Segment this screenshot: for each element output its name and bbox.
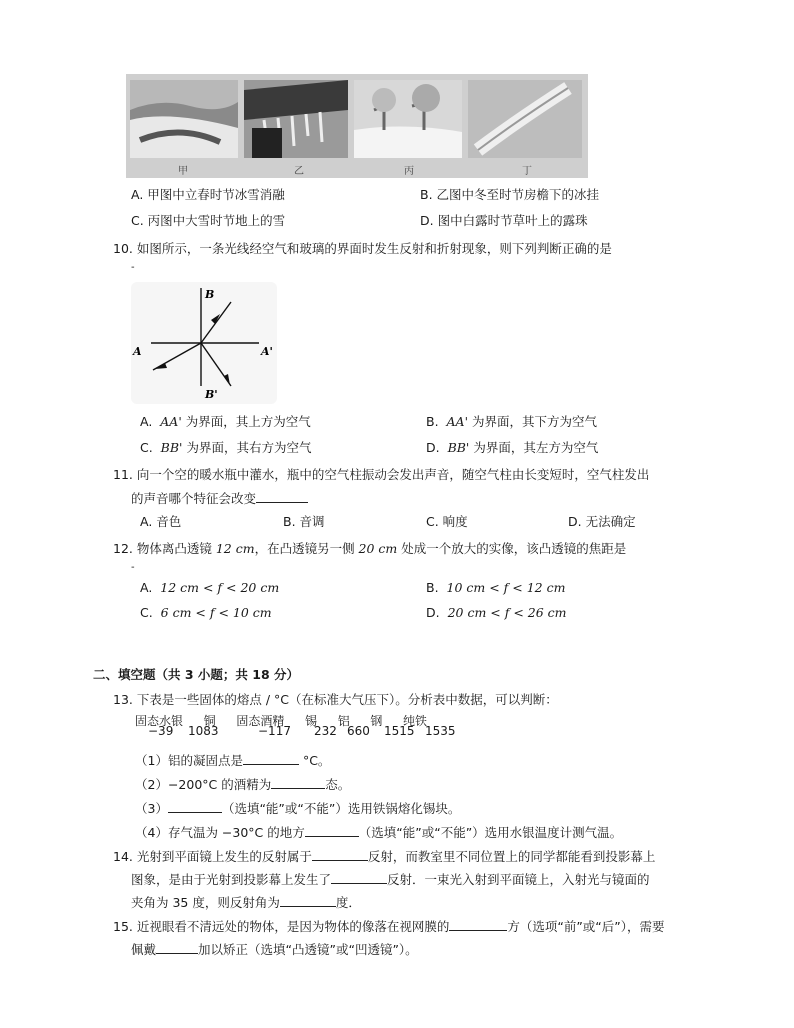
q14-line2: 图象，是由于光射到投影幕上发生了 反射．一束光入射到平面镜上，入射光与镜面的: [131, 872, 650, 887]
label-b-prime: B': [205, 388, 218, 401]
q10-option-d: D. BB' 为界面，其左方为空气: [426, 440, 599, 455]
q14-line3: 夹角为 35 度，则反射角为 度．: [131, 895, 361, 910]
td-iron: 1535: [425, 724, 456, 738]
photo-jia: [130, 80, 238, 158]
photo-ding: [468, 80, 582, 158]
q11-line1: 11. 向一个空的暖水瓶中灌水，瓶中的空气柱振动会发出声音，随空气柱由长变短时，空气柱发出: [113, 467, 650, 482]
td-alcohol: −117: [258, 724, 291, 738]
caption-bing: 丙: [404, 166, 414, 177]
q11-line2: 的声音哪个特征会改变: [131, 489, 308, 507]
ray-diagram-svg: [131, 282, 277, 404]
th-iron: 纯铁: [403, 714, 428, 728]
td-aluminum: 660: [347, 724, 370, 738]
q11-blank: [256, 490, 308, 503]
q13-stem: 13. 下表是一些固体的熔点 / °C（在标准大气压下）。分析表中数据，可以判断：: [113, 692, 558, 707]
q12-stem: 12. 物体离凸透镜 12 cm，在凸透镜另一侧 20 cm 处成一个放大的实像，该凸透镜的焦距是: [113, 541, 627, 556]
q15-line2: 佩戴 加以矫正（选填“凸透镜”或“凹透镜”）。: [131, 942, 418, 957]
q9-option-c: C. 丙图中大雪时节地上的雪: [131, 213, 286, 228]
td-copper: 1083: [188, 724, 219, 738]
q12-option-c: C. 6 cm < f < 10 cm: [140, 605, 272, 620]
caption-jia: 甲: [178, 166, 188, 177]
label-a: A: [133, 345, 142, 358]
td-steel: 1515: [384, 724, 415, 738]
q13-part4: （4）存气温为 −30°C 的地方 （选填“能”或“不能”）选用水银温度计测气温。: [135, 825, 623, 840]
q12-dash: -: [131, 562, 135, 573]
q11-option-d: D. 无法确定: [568, 514, 636, 529]
q10-option-c: C. BB' 为界面，其右方为空气: [140, 440, 312, 455]
td-mercury: −39: [148, 724, 174, 738]
q12-option-d: D. 20 cm < f < 26 cm: [426, 605, 567, 620]
season-photo-strip: [126, 74, 588, 178]
q13-part3: （3） （选填“能”或“不能”）选用铁锅熔化锡块。: [135, 801, 461, 816]
q13-part2: （2）−200°C 的酒精为 态。: [135, 777, 351, 792]
th-mercury: 固态水银: [135, 714, 184, 728]
th-aluminum: 铝: [337, 714, 350, 728]
q12-option-b: B. 10 cm < f < 12 cm: [426, 580, 566, 595]
label-a-prime: A': [261, 345, 273, 358]
q12-option-a: A. 12 cm < f < 20 cm: [140, 580, 280, 595]
th-tin: 锡: [305, 714, 318, 728]
q10-dash: -: [131, 262, 135, 273]
melting-table-values: [0, 724, 794, 740]
q11-option-b: B. 音调: [283, 514, 325, 529]
td-tin: 232: [314, 724, 337, 738]
section-2-title: 二、填空题（共 3 小题；共 18 分）: [93, 667, 300, 682]
photo-yi: [244, 80, 348, 158]
q11-option-a: A. 音色: [140, 514, 182, 529]
q10-option-b: B. AA' 为界面，其下方为空气: [426, 414, 597, 429]
reflection-diagram: [131, 282, 277, 404]
th-alcohol: 固态酒精: [236, 714, 285, 728]
q10-stem: 10. 如图所示，一条光线经空气和玻璃的界面时发生反射和折射现象，则下列判断正确的是: [113, 241, 612, 256]
q13-part1: （1）铝的凝固点是 °C。: [135, 753, 331, 768]
q9-option-a: A. 甲图中立春时节冰雪消融: [131, 187, 285, 202]
q10-option-a: A. AA' 为界面，其上方为空气: [140, 414, 311, 429]
label-b: B: [205, 288, 215, 301]
q11-option-c: C. 响度: [426, 514, 468, 529]
q9-option-d: D. 图中白露时节草叶上的露珠: [420, 213, 588, 228]
th-copper: 铜: [203, 714, 216, 728]
photo-bing: [354, 80, 462, 158]
th-steel: 钢: [370, 714, 383, 728]
caption-ding: 丁: [522, 166, 532, 177]
caption-yi: 乙: [294, 166, 304, 177]
q14-line1: 14. 光射到平面镜上发生的反射属于 反射，而教室里不同位置上的同学都能看到投影幕上: [113, 849, 656, 864]
q9-option-b: B. 乙图中冬至时节房檐下的冰挂: [420, 187, 600, 202]
q15-line1: 15. 近视眼看不清远处的物体，是因为物体的像落在视网膜的 方（选项“前”或“后”），需要: [113, 919, 665, 934]
